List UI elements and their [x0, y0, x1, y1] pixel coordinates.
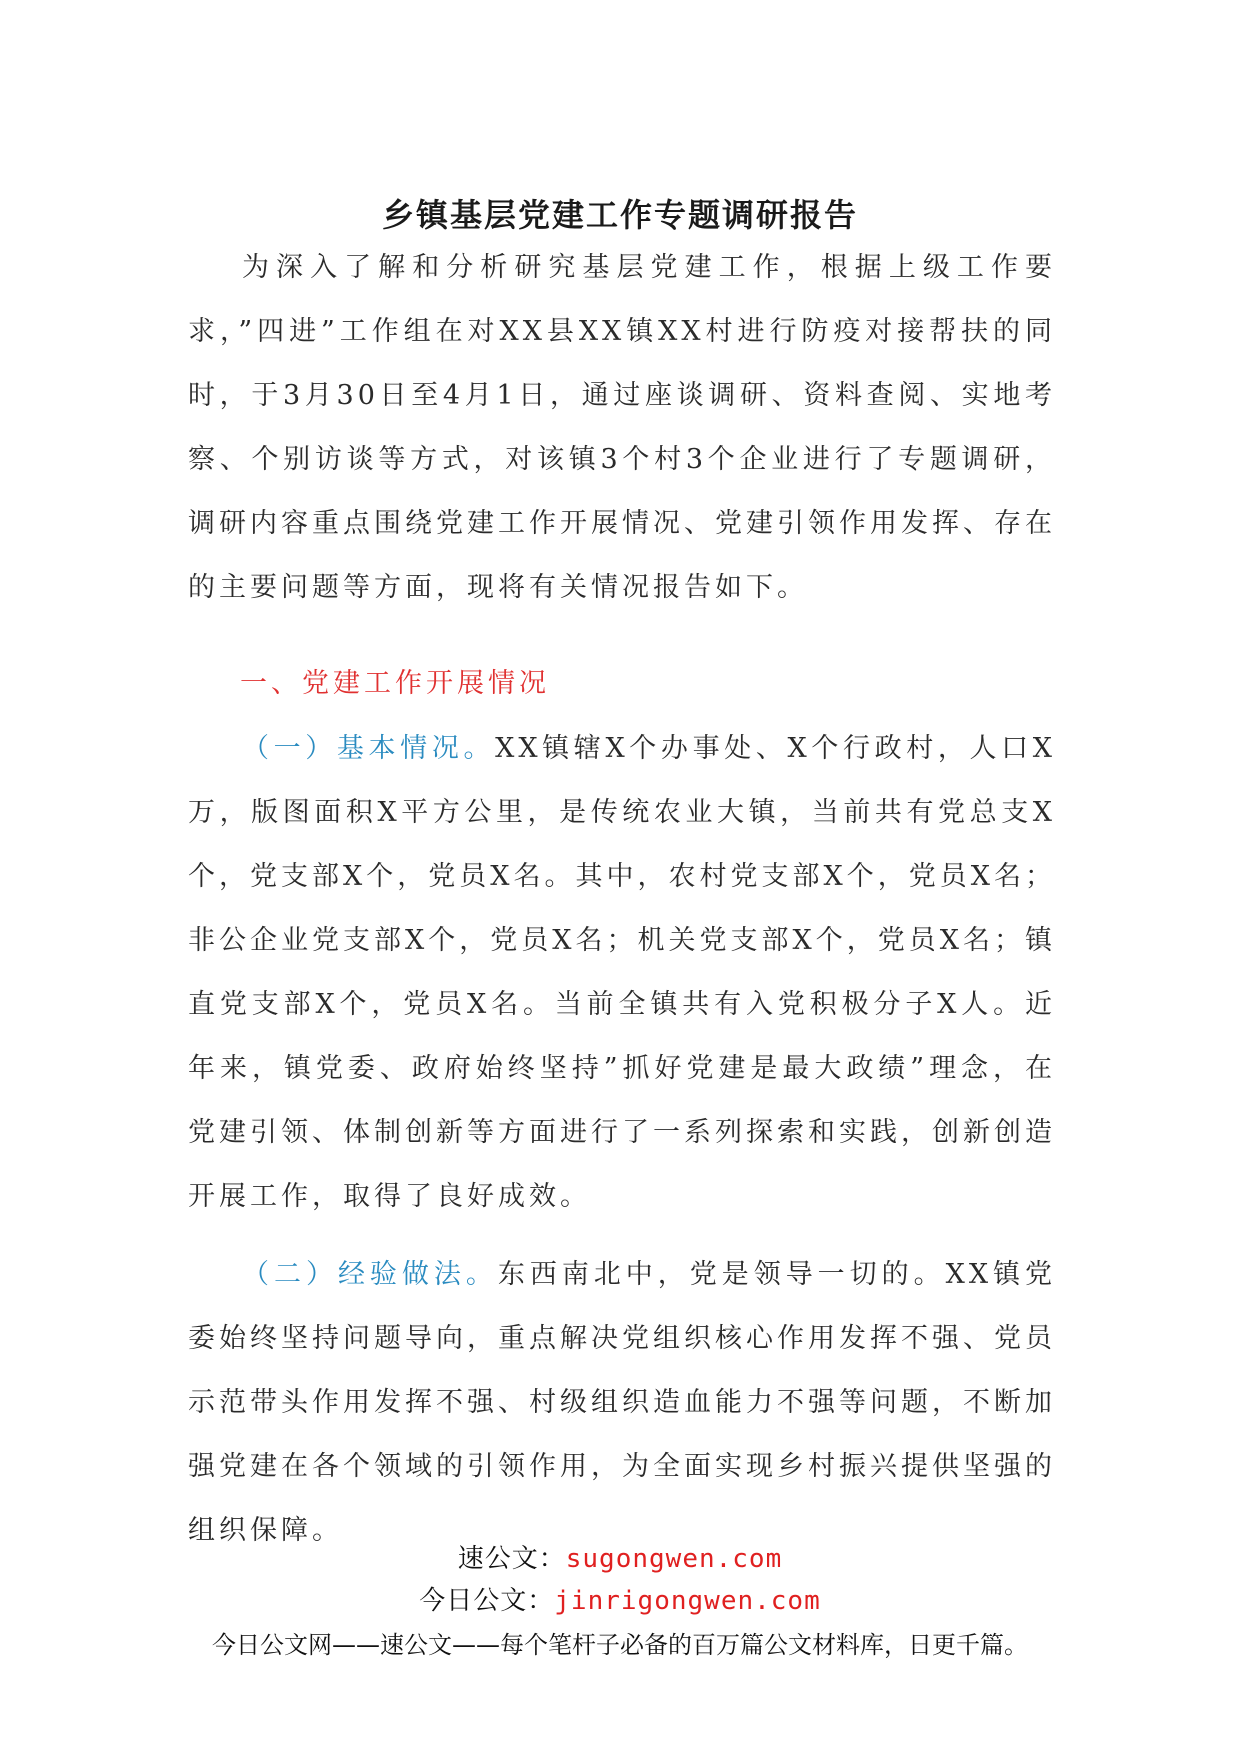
footer-slogan: 今日公文网——速公文——每个笔杆子必备的百万篇公文材料库，日更千篇。	[212, 1631, 1028, 1659]
basic-situation-text: XX镇辖X个办事处、X个行政村，人口X万，版图面积X平方公里，是传统农业大镇，当前共有党总支X个，党支部X个，党员X名。其中，农村党支部X个，党员X名；非公企业党支部X个，党员X名；机关党支部X个，党员X名；镇直党支部X个，党员X名。当前全镇共有入党积极分子X人。近年来，镇党委、政府始终坚持”抓好党建是最大政绩”理念，在党建引领、体制创新等方面进行了一系列探索和实践，创新创造开展工作，取得了良好成效。	[188, 733, 1057, 1212]
basic-situation-lead: （一）基本情况。	[242, 733, 496, 764]
footer-sugongwen	[0, 1538, 1240, 1575]
intro-paragraph: 为深入了解和分析研究基层党建工作，根据上级工作要求，”四进”工作组在对XX县XX镇XX村进行防疫对接帮扶的同时，于3月30日至4月1日，通过座谈调研、资料查阅、实地考察、个别访谈等方式，对该镇3个村3个企业进行了专题调研，调研内容重点围绕党建工作开展情况、党建引领作用发挥、存在的主要问题等方面，现将有关情况报告如下。	[188, 252, 1056, 603]
section-heading-1: 一、党建工作开展情况	[240, 668, 550, 699]
footer-jinrigongwen-link[interactable]: jinrigongwen.com	[554, 1586, 821, 1616]
footer-sugongwen-link[interactable]: sugongwen.com	[565, 1544, 783, 1574]
footer-sugongwen-label: 速公文：	[457, 1544, 566, 1574]
experience-text: 东西南北中，党是领导一切的。XX镇党委始终坚持问题导向，重点解决党组织核心作用发挥不强、党员示范带头作用发挥不强、村级组织造血能力不强等问题，不断加强党建在各个领域的引领作用，为全面实现乡村振兴提供坚强的组织保障。	[188, 1259, 1056, 1546]
footer-jinrigongwen-label: 今日公文：	[419, 1586, 555, 1616]
footer-jinrigongwen	[0, 1580, 1240, 1617]
experience-lead: （二）经验做法。	[242, 1259, 498, 1290]
experience-paragraph	[188, 1243, 1056, 1563]
basic-situation-paragraph	[188, 717, 1056, 1229]
document-title: 乡镇基层党建工作专题调研报告	[381, 196, 858, 234]
